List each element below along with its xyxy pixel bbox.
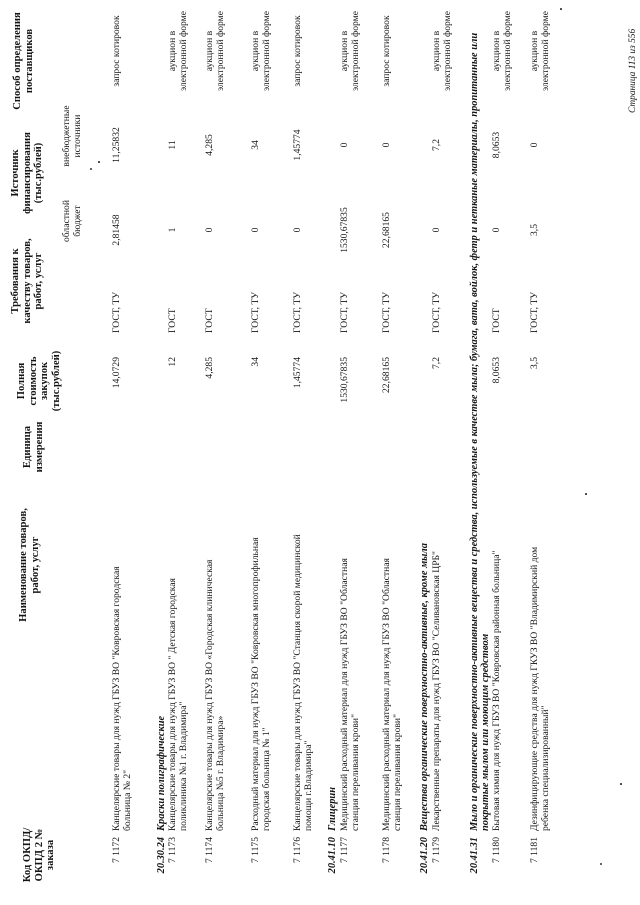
header-requirements: Требования к качеству товаров, работ, услуг (10, 238, 44, 324)
order-number: 7 1172 (111, 837, 122, 864)
regional-budget: 1 (167, 227, 178, 233)
extra-budget: 8,0653 (491, 131, 502, 159)
group-name: Глицерин (327, 787, 338, 831)
extra-budget: 0 (339, 142, 350, 148)
procurement-method: аукцион в электронной форме (204, 10, 226, 92)
regional-budget: 0 (491, 227, 502, 233)
scan-speck (585, 494, 587, 496)
item-name: Расходный материал для нужд ГБУЗ ВО "Ковровская многопрофильная городская больница № 1" (250, 537, 272, 831)
group-name: Мыло и органические поверхностно-активные вещества и средства, используемые в качестве мыла; бумага, вата, войлок, фетр и нетканые материалы, пропитанные или покрытые мылом или моющим средством (469, 32, 491, 831)
procurement-method: запрос котировок (381, 15, 392, 87)
order-number: 7 1174 (204, 837, 215, 864)
group-name: Краски полиграфические (156, 715, 167, 831)
procurement-method: аукцион в электронной форме (491, 10, 513, 92)
regional-budget: 0 (431, 227, 442, 233)
total-cost: 22,68165 (381, 357, 392, 393)
page-number: Страница 113 из 556 (628, 28, 638, 113)
order-number: 7 1179 (431, 837, 442, 864)
total-cost: 12 (167, 357, 178, 367)
extra-budget: 34 (250, 140, 261, 150)
group-code: 20.41.31 (469, 837, 480, 874)
procurement-method: аукцион в электронной форме (339, 10, 361, 92)
order-number: 7 1173 (167, 837, 178, 864)
order-number: 7 1175 (250, 837, 261, 864)
scan-speck (98, 162, 100, 164)
group-code: 20.41.20 (419, 837, 430, 874)
item-name: Канцелярские товары для нужд ГБУЗ ВО "Ковровская городская больница № 2" (111, 566, 133, 831)
quality-requirements: ГОСТ (204, 308, 215, 333)
item-name: Дезинфицирующие средства для нужд ГКУЗ ВО "Владимирский дом ребенка специализированный" (529, 546, 551, 831)
extra-budget: 11 (167, 140, 178, 150)
header-cost: Полная стоимость закупок (тыс.рублей) (16, 350, 62, 412)
total-cost: 14,0729 (111, 357, 122, 389)
regional-budget: 0 (292, 227, 303, 233)
quality-requirements: ГОСТ, ТУ (529, 291, 540, 333)
extra-budget: 4,285 (204, 134, 215, 156)
header-funding-regional: областной бюджет (61, 200, 83, 243)
quality-requirements: ГОСТ, ТУ (292, 291, 303, 333)
item-name: Медицинский расходный материал для нужд ГБУЗ ВО "Областная станция переливания крови" (339, 558, 361, 831)
regional-budget: 1530,67835 (339, 207, 350, 253)
scan-speck (90, 168, 92, 170)
quality-requirements: ГОСТ (491, 308, 502, 333)
group-code: 20.41.10 (327, 837, 338, 874)
extra-budget: 0 (381, 142, 392, 148)
header-name: Наименование товаров, работ, услуг (18, 508, 41, 622)
procurement-method: аукцион в электронной форме (250, 10, 272, 92)
item-name: Канцелярские товары для нужд ГБУЗ ВО "Станция скорой медицинской помощи г.Владимира" (292, 534, 314, 831)
procurement-method: запрос котировок (292, 15, 303, 87)
order-number: 7 1181 (529, 837, 540, 864)
order-number: 7 1178 (381, 837, 392, 864)
group-name: Вещества органические поверхностно-активные, кроме мыла (419, 543, 430, 831)
extra-budget: 0 (529, 142, 540, 148)
regional-budget: 0 (204, 227, 215, 233)
quality-requirements: ГОСТ, ТУ (250, 291, 261, 333)
procurement-method: аукцион в электронной форме (167, 10, 189, 92)
procurement-method: аукцион в электронной форме (431, 10, 453, 92)
order-number: 7 1177 (339, 837, 350, 864)
quality-requirements: ГОСТ, ТУ (339, 291, 350, 333)
extra-budget: 7,2 (431, 139, 442, 151)
scan-speck (620, 784, 622, 786)
total-cost: 1,45774 (292, 357, 303, 389)
regional-budget: 3,5 (529, 224, 540, 236)
procurement-method: запрос котировок (111, 15, 122, 87)
total-cost: 7,2 (431, 357, 442, 369)
total-cost: 4,285 (204, 357, 215, 379)
header-funding-extra: внебюджетные источники (61, 105, 83, 167)
quality-requirements: ГОСТ, ТУ (431, 291, 442, 333)
item-name: Канцелярские товары для нужд ГБУЗ ВО " Детская городская поликлиника №1 г. Владимира" (167, 578, 189, 831)
regional-budget: 0 (250, 227, 261, 233)
header-funding: Источник финансирования (тыс.рублей) (10, 132, 44, 214)
item-name: Лекарственные препараты для нужд ГБУЗ ВО "Селивановская ЦРБ" (431, 551, 442, 831)
item-name: Бытовая химия для нужд ГБУЗ ВО "Ковровская районная больница" (491, 550, 502, 831)
quality-requirements: ГОСТ, ТУ (111, 291, 122, 333)
item-name: Медицинский расходный материал для нужд ГБУЗ ВО "Областная станция переливания крови" (381, 558, 403, 831)
quality-requirements: ГОСТ (167, 308, 178, 333)
total-cost: 3,5 (529, 357, 540, 369)
header-method: Способ определения поставщиков (12, 12, 35, 110)
total-cost: 8,0653 (491, 357, 502, 384)
scan-speck (600, 863, 602, 865)
scan-speck (560, 9, 562, 11)
extra-budget: 1,45774 (292, 129, 303, 161)
item-name: Канцелярские товары для нужд ГБУЗ ВО «Городская клиническая больница №5 г. Владимира» (204, 559, 226, 831)
header-code: Код ОКПД/ ОКПД 2 № заказа (22, 827, 56, 883)
group-code: 20.30.24 (156, 837, 167, 874)
total-cost: 1530,67835 (339, 357, 350, 403)
extra-budget: 11,25832 (111, 127, 122, 163)
procurement-method: аукцион в электронной форме (529, 10, 551, 92)
header-unit: Единица измерения (22, 421, 45, 473)
regional-budget: 2,81458 (111, 214, 122, 246)
regional-budget: 22,68165 (381, 212, 392, 248)
total-cost: 34 (250, 357, 261, 367)
quality-requirements: ГОСТ, ТУ (381, 291, 392, 333)
order-number: 7 1176 (292, 837, 303, 864)
order-number: 7 1180 (491, 837, 502, 864)
